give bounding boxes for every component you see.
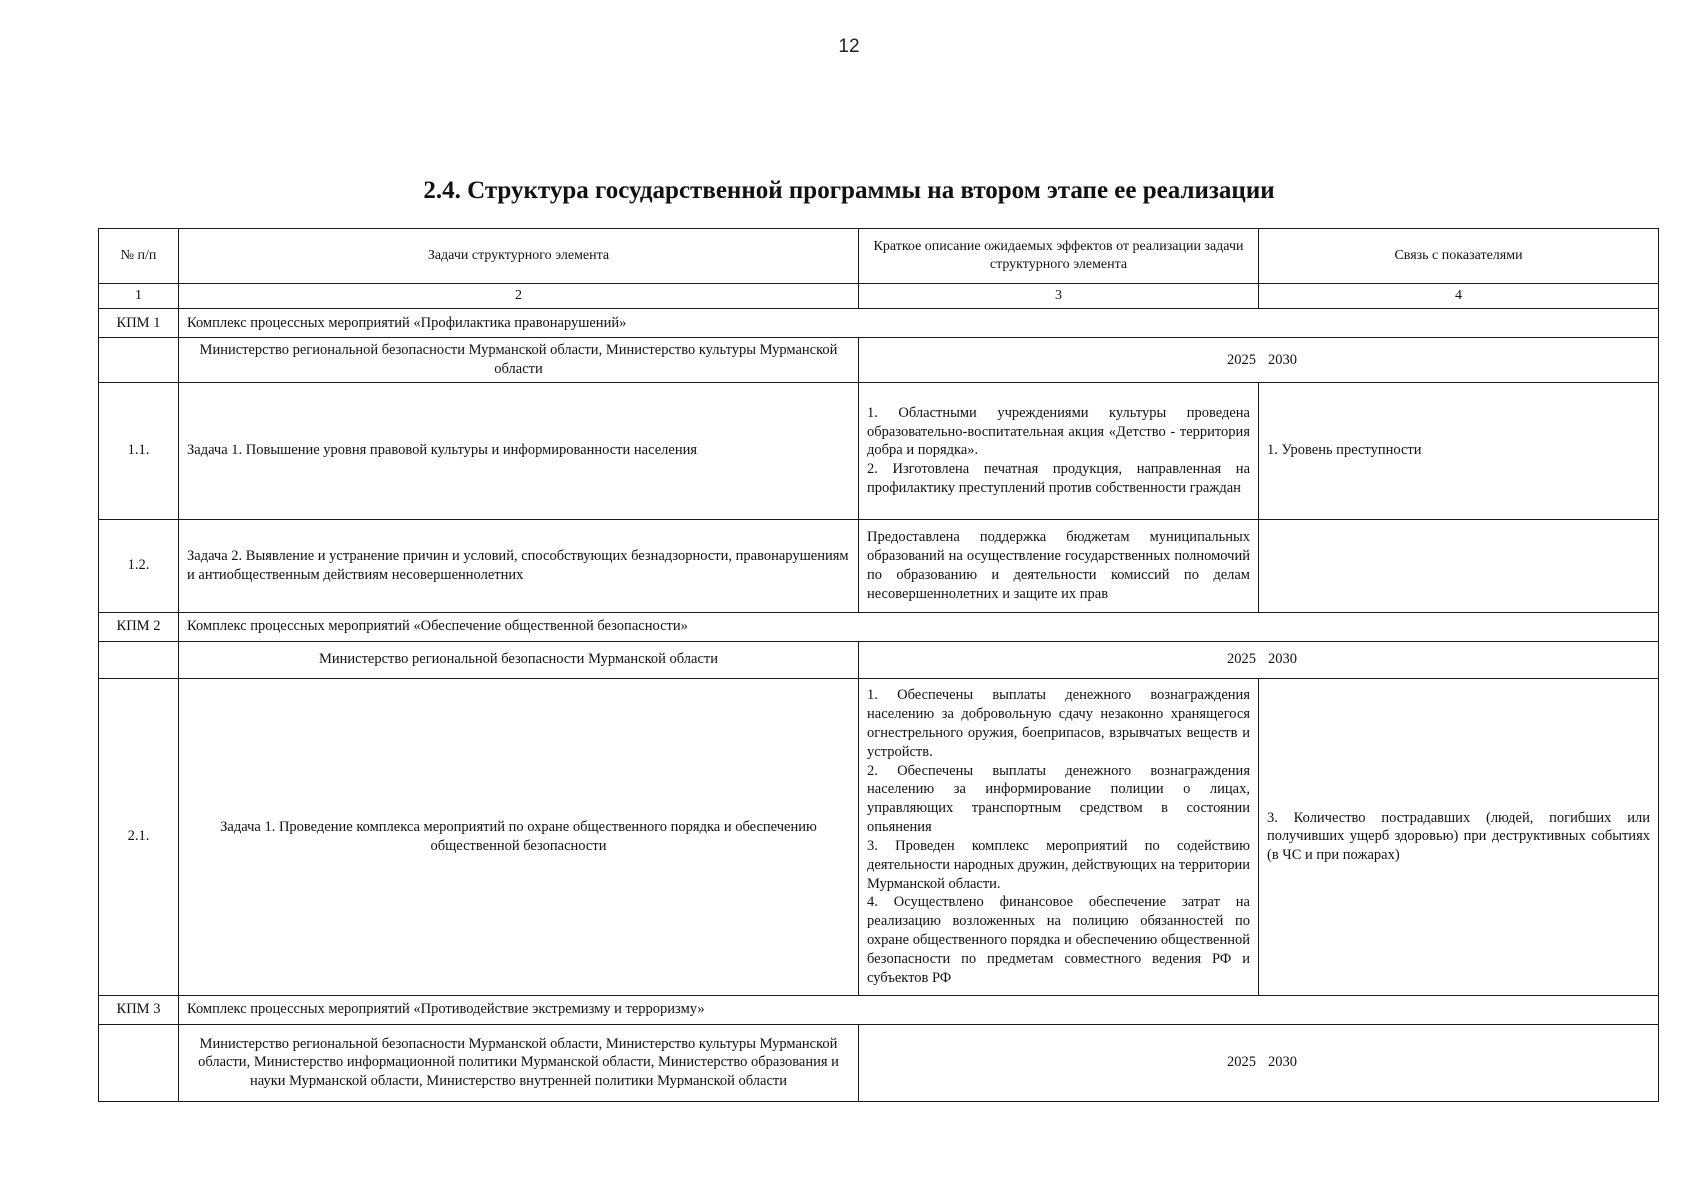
- indicator-link: 1. Уровень преступности: [1259, 382, 1659, 519]
- header-tasks: Задачи структурного элемента: [179, 229, 859, 284]
- task-description: Задача 1. Проведение комплекса мероприятий по охране общественного порядка и обеспечению общественной безопасности: [179, 678, 859, 995]
- program-structure-table: [98, 228, 1659, 1102]
- column-number: 3: [859, 284, 1259, 309]
- responsible-ministry: Министерство региональной безопасности Мурманской области, Министерство культуры Мурманской области, Министерство информационной политики Мурманской области, Министерство образования и науки Мурманской области, Министерство внутренней политики Мурманской области: [179, 1024, 859, 1101]
- year-start: 2025: [1227, 1054, 1256, 1071]
- year-start: 2025: [1227, 651, 1256, 668]
- year-end: 2030: [1268, 1054, 1297, 1071]
- kpm-code: КПМ 2: [99, 612, 179, 641]
- implementation-period: [859, 338, 1659, 383]
- kpm-row: [99, 612, 1659, 641]
- responsible-ministry: Министерство региональной безопасности Мурманской области, Министерство культуры Мурманской области: [179, 338, 859, 383]
- task-description: Задача 1. Повышение уровня правовой культуры и информированности населения: [179, 382, 859, 519]
- kpm-title: Комплекс процессных мероприятий «Обеспечение общественной безопасности»: [179, 612, 1659, 641]
- effect-item: 4. Осуществлено финансовое обеспечение затрат на реализацию возложенных на полицию обязанностей по охране общественного порядка и обеспечению общественной безопасности по предметам совместного ведения РФ и субъектов РФ: [867, 894, 1250, 986]
- column-number: 1: [99, 284, 179, 309]
- indicator-link: 3. Количество пострадавших (людей, погибших или получивших ущерб здоровью) при деструктивных событиях (в ЧС и при пожарах): [1259, 678, 1659, 995]
- year-end: 2030: [1268, 351, 1297, 368]
- year-start: 2025: [1227, 351, 1256, 368]
- task-row: [99, 678, 1659, 995]
- effect-item: 1. Областными учреждениями культуры проведена образовательно-воспитательная акция «Детство - территория добра и порядка».: [867, 404, 1250, 459]
- page-number: 12: [838, 36, 860, 57]
- column-number: 2: [179, 284, 859, 309]
- implementation-period: [859, 1024, 1659, 1101]
- kpm-row: [99, 309, 1659, 338]
- kpm-code: КПМ 1: [99, 309, 179, 338]
- column-number: 4: [1259, 284, 1659, 309]
- effect-item: 1. Обеспечены выплаты денежного вознаграждения населению за добровольную сдачу незаконно хранящегося огнестрельного оружия, боеприпасов, взрывчатых веществ и устройств.: [867, 687, 1250, 760]
- header-indicators: Связь с показателями: [1259, 229, 1659, 284]
- empty-cell: [99, 338, 179, 383]
- effect-item: 3. Проведен комплекс мероприятий по содействию деятельности народных дружин, действующих на территории Мурманской области.: [867, 837, 1250, 892]
- kpm-code: КПМ 3: [99, 995, 179, 1024]
- header-number: № п/п: [99, 229, 179, 284]
- kpm-title: Комплекс процессных мероприятий «Профилактика правонарушений»: [179, 309, 1659, 338]
- effect-item: 2. Обеспечены выплаты денежного вознаграждения населению за информирование полиции о лицах, управляющих транспортным средством в состоянии опьянения: [867, 762, 1250, 836]
- task-code: 1.1.: [99, 382, 179, 519]
- header-effects: Краткое описание ожидаемых эффектов от реализации задачи структурного элемента: [859, 229, 1259, 284]
- effect-item: 2. Изготовлена печатная продукция, направленная на профилактику преступлений против собственности граждан: [867, 461, 1250, 497]
- responsible-ministry: Министерство региональной безопасности Мурманской области: [179, 641, 859, 678]
- expected-effects: [859, 519, 1259, 612]
- kpm-row: [99, 995, 1659, 1024]
- task-code: 2.1.: [99, 678, 179, 995]
- year-end: 2030: [1268, 651, 1297, 668]
- expected-effects: [859, 678, 1259, 995]
- ministry-row: [99, 1024, 1659, 1101]
- empty-cell: [99, 641, 179, 678]
- implementation-period: [859, 641, 1659, 678]
- ministry-row: [99, 641, 1659, 678]
- ministry-row: [99, 338, 1659, 383]
- task-description: Задача 2. Выявление и устранение причин и условий, способствующих безнадзорности, правонарушениям и антиобщественным действиям несовершеннолетних: [179, 519, 859, 612]
- table-header-row: [99, 229, 1659, 284]
- task-row: [99, 382, 1659, 519]
- indicator-link: [1259, 519, 1659, 612]
- effect-item: Предоставлена поддержка бюджетам муниципальных образований на осуществление государственных полномочий по образованию и деятельности комиссий по делам несовершеннолетних и защите их прав: [867, 529, 1250, 602]
- expected-effects: [859, 382, 1259, 519]
- column-number-row: [99, 284, 1659, 309]
- task-row: [99, 519, 1659, 612]
- kpm-title: Комплекс процессных мероприятий «Противодействие экстремизму и терроризму»: [179, 995, 1659, 1024]
- task-code: 1.2.: [99, 519, 179, 612]
- empty-cell: [99, 1024, 179, 1101]
- document-title: 2.4. Структура государственной программы на втором этапе ее реализации: [423, 177, 1275, 204]
